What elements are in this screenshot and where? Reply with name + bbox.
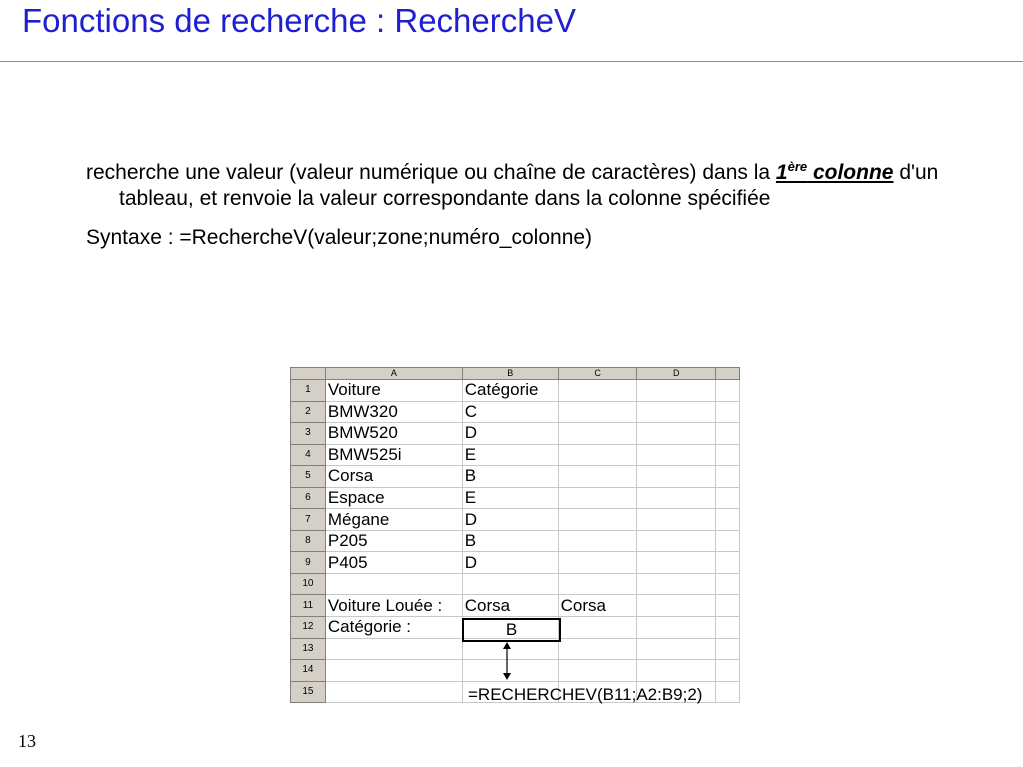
- cell-e[interactable]: [716, 552, 740, 574]
- cell-b[interactable]: D: [462, 509, 558, 531]
- cell-b[interactable]: E: [462, 487, 558, 509]
- cell-e[interactable]: [716, 530, 740, 552]
- table-row: [291, 487, 740, 509]
- cell-d[interactable]: [637, 595, 716, 617]
- cell-a[interactable]: BMW525i: [325, 444, 462, 466]
- row-header[interactable]: 15: [291, 681, 326, 703]
- cell-c[interactable]: [558, 552, 637, 574]
- column-header-b[interactable]: B: [462, 368, 558, 380]
- cell-d[interactable]: [637, 380, 716, 402]
- table-row: [291, 530, 740, 552]
- cell-d[interactable]: [637, 509, 716, 531]
- corner-cell[interactable]: [291, 368, 326, 380]
- page-number: 13: [18, 731, 36, 751]
- double-arrow-icon: [502, 642, 512, 680]
- cell-c[interactable]: [558, 660, 637, 682]
- cell-a[interactable]: [325, 638, 462, 660]
- column-header-row: [291, 368, 740, 380]
- cell-c[interactable]: [558, 573, 637, 595]
- cell-d[interactable]: [637, 617, 716, 639]
- cell-d[interactable]: [637, 638, 716, 660]
- table-row: [291, 660, 740, 682]
- cell-b[interactable]: Catégorie: [462, 380, 558, 402]
- table-row: [291, 509, 740, 531]
- cell-a[interactable]: Mégane: [325, 509, 462, 531]
- emph-number: 1: [775, 161, 788, 184]
- table-row: [291, 401, 740, 423]
- row-header[interactable]: 1: [291, 380, 326, 402]
- cell-b[interactable]: B: [462, 466, 558, 488]
- cell-c[interactable]: [558, 401, 637, 423]
- description-line1: recherche une valeur (valeur numérique ou chaîne de caractères) dans la: [86, 161, 771, 184]
- cell-e[interactable]: [716, 681, 740, 703]
- row-header[interactable]: 7: [291, 509, 326, 531]
- cell-e[interactable]: [716, 617, 740, 639]
- cell-e[interactable]: [716, 660, 740, 682]
- slide-title: Fonctions de recherche : RechercheV: [22, 2, 576, 39]
- column-header-d[interactable]: D: [637, 368, 716, 380]
- syntax-line: Syntaxe : =RechercheV(valeur;zone;numéro_colonne): [86, 226, 593, 249]
- spreadsheet-grid: [290, 367, 740, 703]
- cell-e[interactable]: [716, 487, 740, 509]
- cell-b[interactable]: B: [462, 530, 558, 552]
- cell-c[interactable]: [558, 617, 637, 639]
- cell-a[interactable]: P205: [325, 530, 462, 552]
- cell-d[interactable]: [637, 552, 716, 574]
- row-header[interactable]: 8: [291, 530, 326, 552]
- cell-b[interactable]: Corsa: [462, 595, 558, 617]
- title-divider: [0, 61, 1023, 62]
- cell-d[interactable]: [637, 401, 716, 423]
- description-paragraph: [86, 154, 946, 212]
- cell-a[interactable]: P405: [325, 552, 462, 574]
- row-header[interactable]: 13: [291, 638, 326, 660]
- cell-a[interactable]: Voiture: [325, 380, 462, 402]
- row-header[interactable]: 4: [291, 444, 326, 466]
- cell-e[interactable]: [716, 595, 740, 617]
- cell-d[interactable]: [637, 660, 716, 682]
- table-row: [291, 380, 740, 402]
- cell-d[interactable]: [637, 466, 716, 488]
- cell-c[interactable]: [558, 423, 637, 445]
- cell-a[interactable]: Catégorie :: [325, 617, 462, 639]
- cell-b[interactable]: E: [462, 444, 558, 466]
- first-column-emphasis: [776, 161, 894, 184]
- cell-d[interactable]: [637, 573, 716, 595]
- grid-body: [291, 368, 740, 703]
- description-rest: d'un tableau, et renvoie la valeur correspondante dans la colonne spécifiée: [119, 161, 939, 210]
- formula-text: =RECHERCHEV(B11;A2:B9;2): [468, 685, 703, 704]
- table-row: [291, 444, 740, 466]
- cell-d[interactable]: [637, 487, 716, 509]
- cell-e[interactable]: [716, 509, 740, 531]
- cell-d[interactable]: [637, 444, 716, 466]
- table-row: [291, 552, 740, 574]
- row-header[interactable]: 10: [291, 573, 326, 595]
- cell-d[interactable]: [637, 530, 716, 552]
- selected-cell-value: B: [505, 620, 518, 639]
- cell-c[interactable]: [558, 466, 637, 488]
- cell-c[interactable]: [558, 638, 637, 660]
- row-header[interactable]: 14: [291, 660, 326, 682]
- cell-a[interactable]: [325, 660, 462, 682]
- cell-b[interactable]: D: [462, 552, 558, 574]
- cell-e[interactable]: [716, 573, 740, 595]
- slide-body: [86, 154, 946, 251]
- table-row: [291, 466, 740, 488]
- cell-a[interactable]: Espace: [325, 487, 462, 509]
- cell-a[interactable]: BMW520: [325, 423, 462, 445]
- cell-b[interactable]: D: [462, 423, 558, 445]
- cell-c[interactable]: [558, 380, 637, 402]
- cell-a[interactable]: [325, 573, 462, 595]
- cell-b[interactable]: [462, 573, 558, 595]
- cell-a[interactable]: Corsa: [325, 466, 462, 488]
- cell-e[interactable]: [716, 401, 740, 423]
- cell-a[interactable]: BMW320: [325, 401, 462, 423]
- row-header[interactable]: 12: [291, 617, 326, 639]
- cell-e[interactable]: [716, 466, 740, 488]
- table-row: [291, 573, 740, 595]
- spreadsheet-figure: [290, 367, 740, 706]
- cell-e[interactable]: [716, 423, 740, 445]
- cell-c[interactable]: [558, 509, 637, 531]
- emph-word: colonne: [812, 161, 894, 184]
- table-row: [291, 595, 740, 617]
- cell-c[interactable]: [558, 444, 637, 466]
- cell-c[interactable]: [558, 487, 637, 509]
- row-header[interactable]: 3: [291, 423, 326, 445]
- cell-e[interactable]: [716, 638, 740, 660]
- row-header[interactable]: 11: [291, 595, 326, 617]
- cell-a[interactable]: Voiture Louée :: [325, 595, 462, 617]
- cell-b[interactable]: C: [462, 401, 558, 423]
- cell-d[interactable]: [637, 423, 716, 445]
- table-row: [291, 423, 740, 445]
- cell-e[interactable]: [716, 444, 740, 466]
- column-header-extra[interactable]: [716, 368, 740, 380]
- emph-superscript: ère: [787, 159, 808, 174]
- row-header[interactable]: 5: [291, 466, 326, 488]
- cell-a[interactable]: [325, 681, 462, 703]
- cell-c[interactable]: Corsa: [558, 595, 637, 617]
- row-header[interactable]: 2: [291, 401, 326, 423]
- cell-c[interactable]: [558, 530, 637, 552]
- row-header[interactable]: 9: [291, 552, 326, 574]
- column-header-a[interactable]: A: [325, 368, 462, 380]
- row-header[interactable]: 6: [291, 487, 326, 509]
- column-header-c[interactable]: C: [558, 368, 637, 380]
- cell-e[interactable]: [716, 380, 740, 402]
